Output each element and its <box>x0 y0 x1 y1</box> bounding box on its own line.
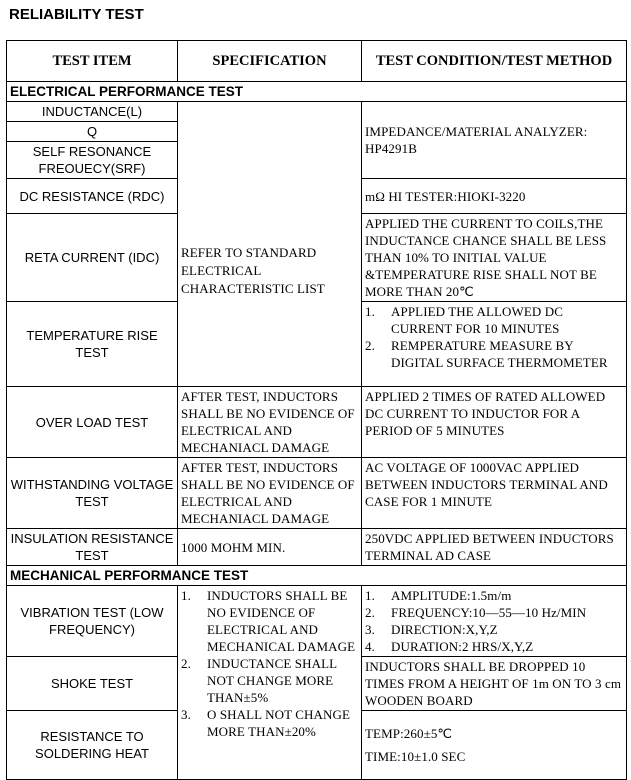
list-text: INDUCTANCE SHALL NOT CHANGE MORE THAN±5% <box>207 656 337 705</box>
item-vibration: VIBRATION TEST (LOW FREQUENCY) <box>7 586 178 657</box>
list-number: 4. <box>365 639 375 654</box>
spec-mechanical <box>178 586 362 780</box>
item-withstanding: WITHSTANDING VOLTAGE TEST <box>7 458 178 529</box>
list-item <box>181 587 358 655</box>
cond-temp-rise-list <box>365 303 623 371</box>
reliability-table <box>6 40 627 780</box>
cond-vibration <box>362 586 627 657</box>
list-text: FREQUENCY:10—55—10 Hz/MIN <box>391 605 587 620</box>
list-text: DURATION:2 HRS/X,Y,Z <box>391 639 534 654</box>
list-number: 1. <box>365 304 375 319</box>
list-text: DIRECTION:X,Y,Z <box>391 622 498 637</box>
item-srf: SELF RESONANCE FREOUECY(SRF) <box>7 142 178 179</box>
cond-temp-rise <box>362 302 627 387</box>
section-mechanical-title: MECHANICAL PERFORMANCE TEST <box>7 566 627 586</box>
cond-rdc: mΩ HI TESTER:HIOKI-3220 <box>362 179 627 214</box>
spec-withstanding: AFTER TEST, INDUCTORS SHALL BE NO EVIDENCE OF ELECTRICAL AND MECHANIACL DAMAGE <box>178 458 362 529</box>
list-number: 1. <box>181 588 191 603</box>
cond-impedance-analyzer: IMPEDANCE/MATERIAL ANALYZER: HP4291B <box>362 102 627 179</box>
spec-overload: AFTER TEST, INDUCTORS SHALL BE NO EVIDENCE OF ELECTRICAL AND MECHANIACL DAMAGE <box>178 387 362 458</box>
item-temp-rise: TEMPERATURE RISE TEST <box>7 302 178 387</box>
cond-soldering-temp: TEMP:260±5℃ <box>365 726 453 741</box>
list-number: 2. <box>365 338 375 353</box>
cond-idc: APPLIED THE CURRENT TO COILS,THE INDUCTANCE CHANCE SHALL BE LESS THAN 10% TO INITIAL VALUE &TEMPERATURE RISE SHALL NOT BE MORE THAN 20℃ <box>362 214 627 302</box>
header-test-item: TEST ITEM <box>7 41 178 82</box>
item-shoke: SHOKE TEST <box>7 657 178 711</box>
row-insulation <box>7 529 627 566</box>
header-specification: SPECIFICATION <box>178 41 362 82</box>
item-inductance: INDUCTANCE(L) <box>7 102 178 122</box>
list-number: 2. <box>181 656 191 671</box>
section-row-mechanical <box>7 566 627 586</box>
list-item <box>365 621 623 638</box>
cond-shoke: INDUCTORS SHALL BE DROPPED 10 TIMES FROM A HEIGHT OF 1m ON TO 3 cm WOODEN BOARD <box>362 657 627 711</box>
section-row-electrical <box>7 82 627 102</box>
header-row <box>7 41 627 82</box>
section-electrical-title: ELECTRICAL PERFORMANCE TEST <box>7 82 627 102</box>
list-text: INDUCTORS SHALL BE NO EVIDENCE OF ELECTRICAL AND MECHANICAL DAMAGE <box>207 588 356 654</box>
list-item <box>365 303 623 337</box>
spec-refer-standard <box>178 102 362 387</box>
item-idc: RETA CURRENT (IDC) <box>7 214 178 302</box>
cond-vibration-list <box>365 587 623 655</box>
row-inductance <box>7 102 627 122</box>
row-vibration <box>7 586 627 657</box>
cond-insulation: 250VDC APPLIED BETWEEN INDUCTORS TERMINAL AD CASE <box>362 529 627 566</box>
cond-soldering-time: TIME:10±1.0 SEC <box>365 749 466 764</box>
item-rdc: DC RESISTANCE (RDC) <box>7 179 178 214</box>
reliability-table-frame <box>6 40 626 780</box>
list-number: 3. <box>181 707 191 722</box>
row-withstanding <box>7 458 627 529</box>
list-text: REMPERATURE MEASURE BY DIGITAL SURFACE THERMOMETER <box>391 338 608 370</box>
spec-refer-standard-text: REFER TO STANDARD ELECTRICAL CHARACTERISTIC LIST <box>181 245 325 296</box>
list-item <box>181 706 358 740</box>
item-overload: OVER LOAD TEST <box>7 387 178 458</box>
row-overload <box>7 387 627 458</box>
header-test-condition: TEST CONDITION/TEST METHOD <box>362 41 627 82</box>
list-item <box>365 587 623 604</box>
item-soldering: RESISTANCE TO SOLDERING HEAT <box>7 711 178 780</box>
spec-insulation: 1000 MOHM MIN. <box>178 529 362 566</box>
item-insulation: INSULATION RESISTANCE TEST <box>7 529 178 566</box>
cond-withstanding: AC VOLTAGE OF 1000VAC APPLIED BETWEEN INDUCTORS TERMINAL AND CASE FOR 1 MINUTE <box>362 458 627 529</box>
list-item <box>365 337 623 371</box>
list-number: 3. <box>365 622 375 637</box>
list-text: AMPLITUDE:1.5m/m <box>391 588 512 603</box>
cond-overload: APPLIED 2 TIMES OF RATED ALLOWED DC CURRENT TO INDUCTOR FOR A PERIOD OF 5 MINUTES <box>362 387 627 458</box>
spec-mechanical-list <box>181 587 358 740</box>
list-text: APPLIED THE ALLOWED DC CURRENT FOR 10 MINUTES <box>391 304 564 336</box>
list-item <box>181 655 358 706</box>
list-number: 1. <box>365 588 375 603</box>
list-item <box>365 604 623 621</box>
list-item <box>365 638 623 655</box>
cond-soldering <box>362 711 627 780</box>
list-text: O SHALL NOT CHANGE MORE THAN±20% <box>207 707 350 739</box>
item-q: Q <box>7 122 178 142</box>
page-title: RELIABILITY TEST <box>9 6 144 23</box>
list-number: 2. <box>365 605 375 620</box>
